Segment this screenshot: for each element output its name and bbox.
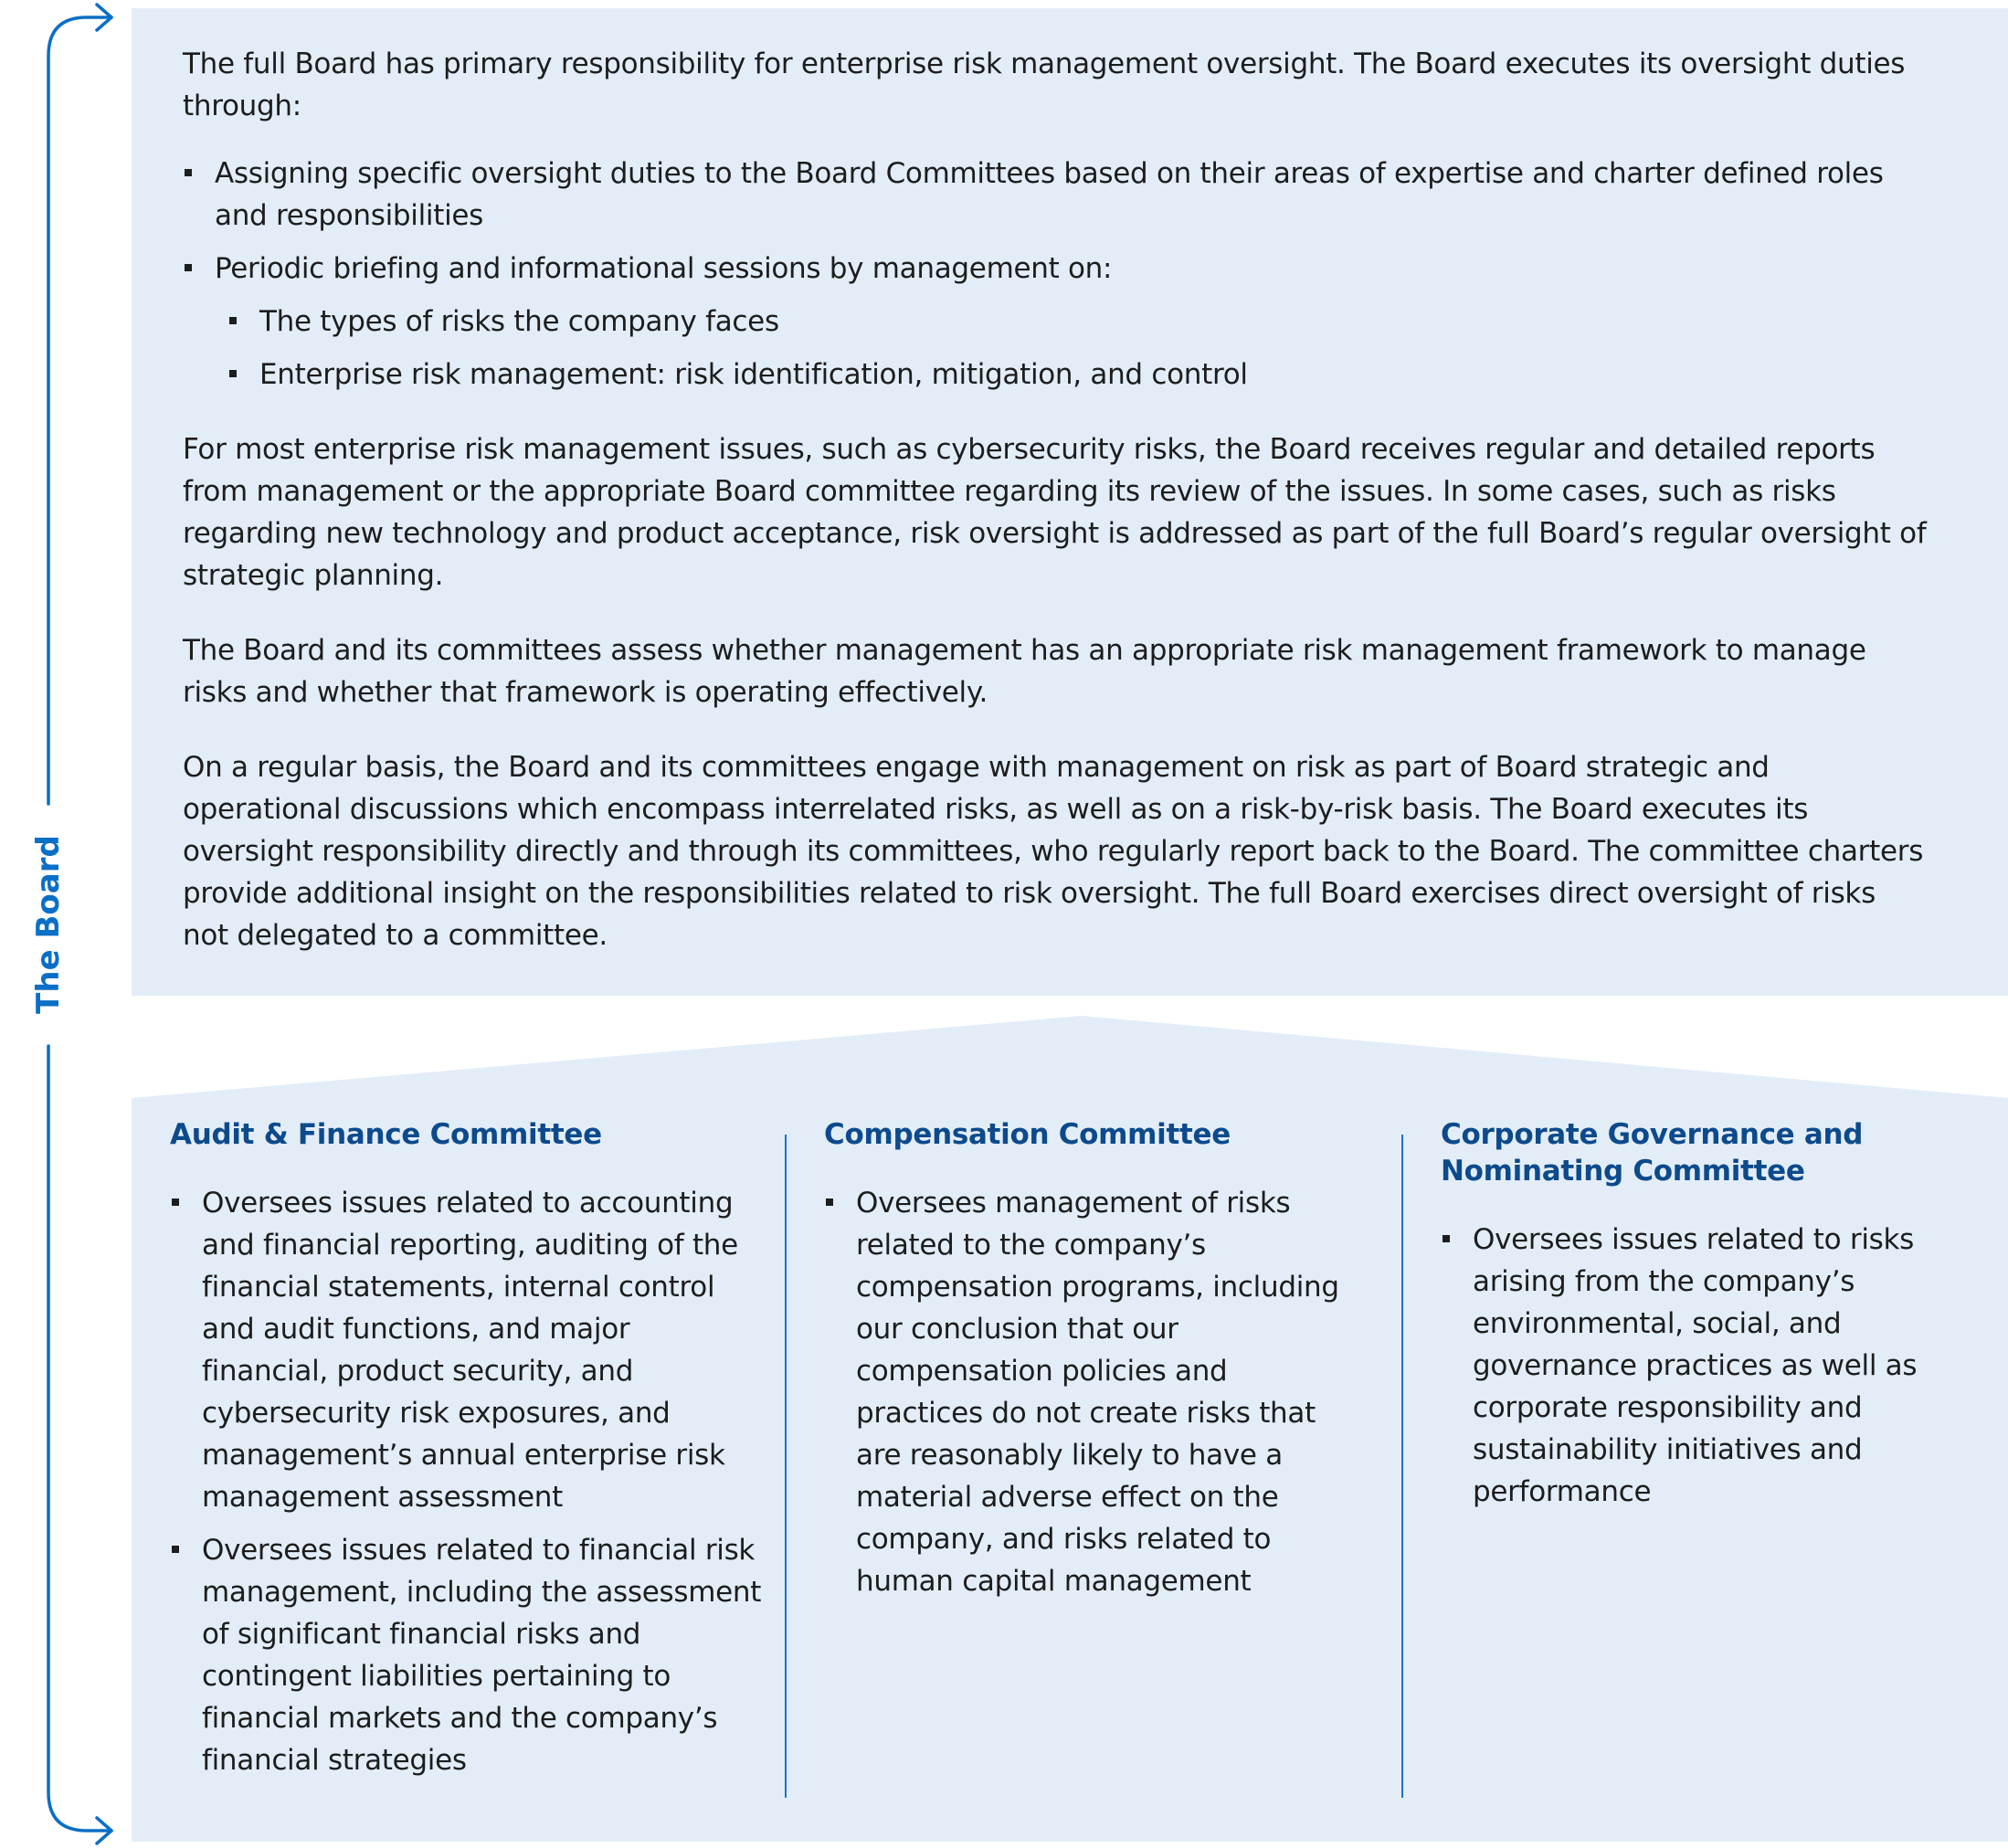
list-item: The types of risks the company faces: [227, 301, 1929, 343]
column-divider: [785, 1135, 787, 1798]
the-board-label: The Board: [30, 835, 67, 1014]
committee-bullets: [170, 1182, 764, 1781]
board-panel: [132, 8, 2008, 996]
committee-title: Corporate Governance and Nominating Committee: [1441, 1118, 1864, 1188]
list-item: Oversees issues related to risks arising from the company’s environmental, social, and governance practices as well as corporate responsibility and sustainability initiatives and performance: [1441, 1219, 1971, 1513]
list-item: Periodic briefing and informational sessions by management on: The types of risks the company faces Enterprise risk management: risk identification, mitigation, and control: [183, 248, 1929, 396]
board-paragraph-engagement: On a regular basis, the Board and its committees engage with management on risk as part of Board strategic and operational discussions which encompass interrelated risks, as well as on a risk-by-risk basis. The Board executes its oversight responsibility directly and through its committees, who regularly report back to the Board. The committee charters provide additional insight on the responsibilities related to risk oversight. The full Board exercises direct oversight of risks not delegated to a committee.: [183, 751, 1924, 952]
committee-bullets: [1441, 1219, 1971, 1513]
committee-bullets: [824, 1182, 1361, 1602]
board-paragraph-reports: For most enterprise risk management issues, such as cybersecurity risks, the Board receives regular and detailed reports from management or the appropriate Board committee regarding its review of the issues. In some cases, such as risks regarding new technology and product acceptance, risk oversight is addressed as part of the full Board’s regular oversight of strategic planning.: [183, 433, 1927, 592]
committee-compensation: [824, 1116, 1361, 1635]
committee-governance-nominating: [1441, 1116, 1971, 1546]
board-paragraph-framework: The Board and its committees assess whether management has an appropriate risk management framework to manage risks and whether that framework is operating effectively.: [183, 634, 1866, 709]
list-item: Assigning specific oversight duties to the Board Committees based on their areas of expertise and charter defined roles and responsibilities: [183, 153, 1929, 237]
committee-title: Compensation Committee: [824, 1118, 1231, 1151]
committee-title: Audit & Finance Committee: [170, 1118, 602, 1151]
list-item: Oversees issues related to accounting and financial reporting, auditing of the financial statements, internal control and audit functions, and major financial, product security, and cybersecurity risk exposures, and management’s annual enterprise risk management assessment: [170, 1182, 764, 1518]
board-intro: The full Board has primary responsibility for enterprise risk management oversight. The Board executes its oversight duties through:: [183, 48, 1906, 122]
board-duties-list: [183, 153, 1929, 396]
committee-audit-finance: [170, 1116, 764, 1814]
briefing-sublist: [227, 301, 1929, 396]
list-item: Enterprise risk management: risk identification, mitigation, and control: [227, 354, 1929, 396]
list-item: Oversees management of risks related to the company’s compensation programs, including our conclusion that our compensation policies and practices do not create risks that are reasonably likely to have a material adverse effect on the company, and risks related to human capital management: [824, 1182, 1361, 1602]
list-item: Oversees issues related to financial risk management, including the assessment of significant financial risks and contingent liabilities pertaining to financial markets and the company’s financial strategies: [170, 1529, 764, 1781]
column-divider: [1401, 1135, 1403, 1798]
